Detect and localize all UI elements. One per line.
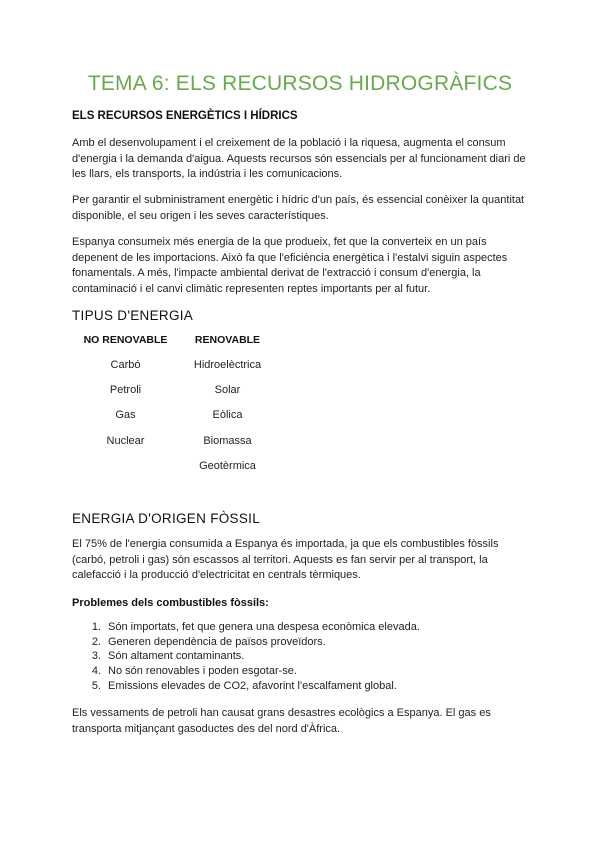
table-row (72, 352, 276, 377)
energy-types-table (72, 334, 276, 478)
table-cell: Gas (115, 409, 136, 422)
table-cell: Solar (214, 383, 241, 396)
column-header-renewable: RENOVABLE (194, 334, 261, 346)
closing-paragraph: Els vessaments de petroli han causat grans desastres ecològics a Espanya. El gas es transporta mitjançant gasoductes des del nord d'Àfrica. (72, 707, 491, 735)
table-row (72, 403, 276, 428)
table-row (72, 377, 276, 402)
energy-types-heading: TIPUS D'ENERGIA (72, 308, 194, 323)
intro-paragraph-3: Espanya consumeix més energia de la que produeix, fet que la converteix en un país depenent de les importacions. Això fa que l'eficiència energètica i l'estalvi siguin aspectes fonamentals. A més, l'impacte ambiental derivat de l'extracció i consum d'energia, la contaminació i el canvi climàtic representen reptes importants per al futur. (72, 236, 508, 295)
list-item-text: Emissions elevades de CO2, afavorint l'escalfament global. (108, 679, 397, 692)
table-cell: Hidroelèctrica (193, 358, 262, 371)
list-item-text: Generen dependència de països proveïdors. (108, 635, 326, 648)
list-item: 3. Són altament contaminants. (91, 650, 245, 663)
list-item: 4. No són renovables i poden esgotar-se. (91, 665, 297, 678)
table-header-row (72, 334, 276, 352)
table-cell: Petroli (109, 383, 142, 396)
table-row (72, 453, 276, 478)
list-item: 1. Són importats, fet que genera una despesa econòmica elevada. (91, 621, 420, 633)
intro-paragraph-2: Per garantir el subministrament energètic i hídric d'un país, és essencial conèixer la quantitat disponible, el seu origen i les seves característiques. (72, 194, 525, 222)
intro-paragraph-1: Amb el desenvolupament i el creixement de la població i la riquesa, augmenta el consum d'energia i la demanda d'aigua. Aquests recursos són essencials per al funcionament diari de les llars, els transports, la indústria i les comunicacions. (72, 137, 526, 180)
section-subtitle: ELS RECURSOS ENERGÈTICS I HÍDRICS (72, 110, 298, 122)
table-cell: Carbó (110, 358, 141, 371)
table-cell: Biomassa (203, 434, 252, 447)
problems-heading: Problemes dels combustibles fòssils: (72, 597, 269, 609)
column-header-non-renewable: NO RENOVABLE (83, 334, 168, 346)
list-item-text: Són altament contaminants. (108, 650, 245, 663)
table-cell: Geotèrmica (199, 459, 256, 472)
list-item-text: Són importats, fet que genera una despesa econòmica elevada. (108, 621, 420, 633)
table-cell: Eòlica (212, 409, 243, 422)
table-cell (72, 453, 179, 478)
table-row (72, 428, 276, 453)
fossil-energy-heading: ENERGIA D'ORIGEN FÒSSIL (72, 511, 261, 526)
problems-list (72, 620, 528, 693)
fossil-paragraph: El 75% de l'energia consumida a Espanya és importada, ja que els combustibles fòssils (carbó, petroli i gas) són escassos al territori. Aquests es fan servir per al transport, la calefacció i la producció d'electricitat en centrals tèrmiques. (72, 538, 499, 581)
table-cell: Nuclear (106, 434, 145, 447)
page-title: TEMA 6: ELS RECURSOS HIDROGRÀFICS (87, 72, 513, 95)
list-item-text: No són renovables i poden esgotar-se. (108, 665, 297, 678)
list-item: 5. Emissions elevades de CO2, afavorint l'escalfament global. (91, 679, 397, 692)
list-item: 2. Generen dependència de països proveïdors. (91, 635, 326, 648)
